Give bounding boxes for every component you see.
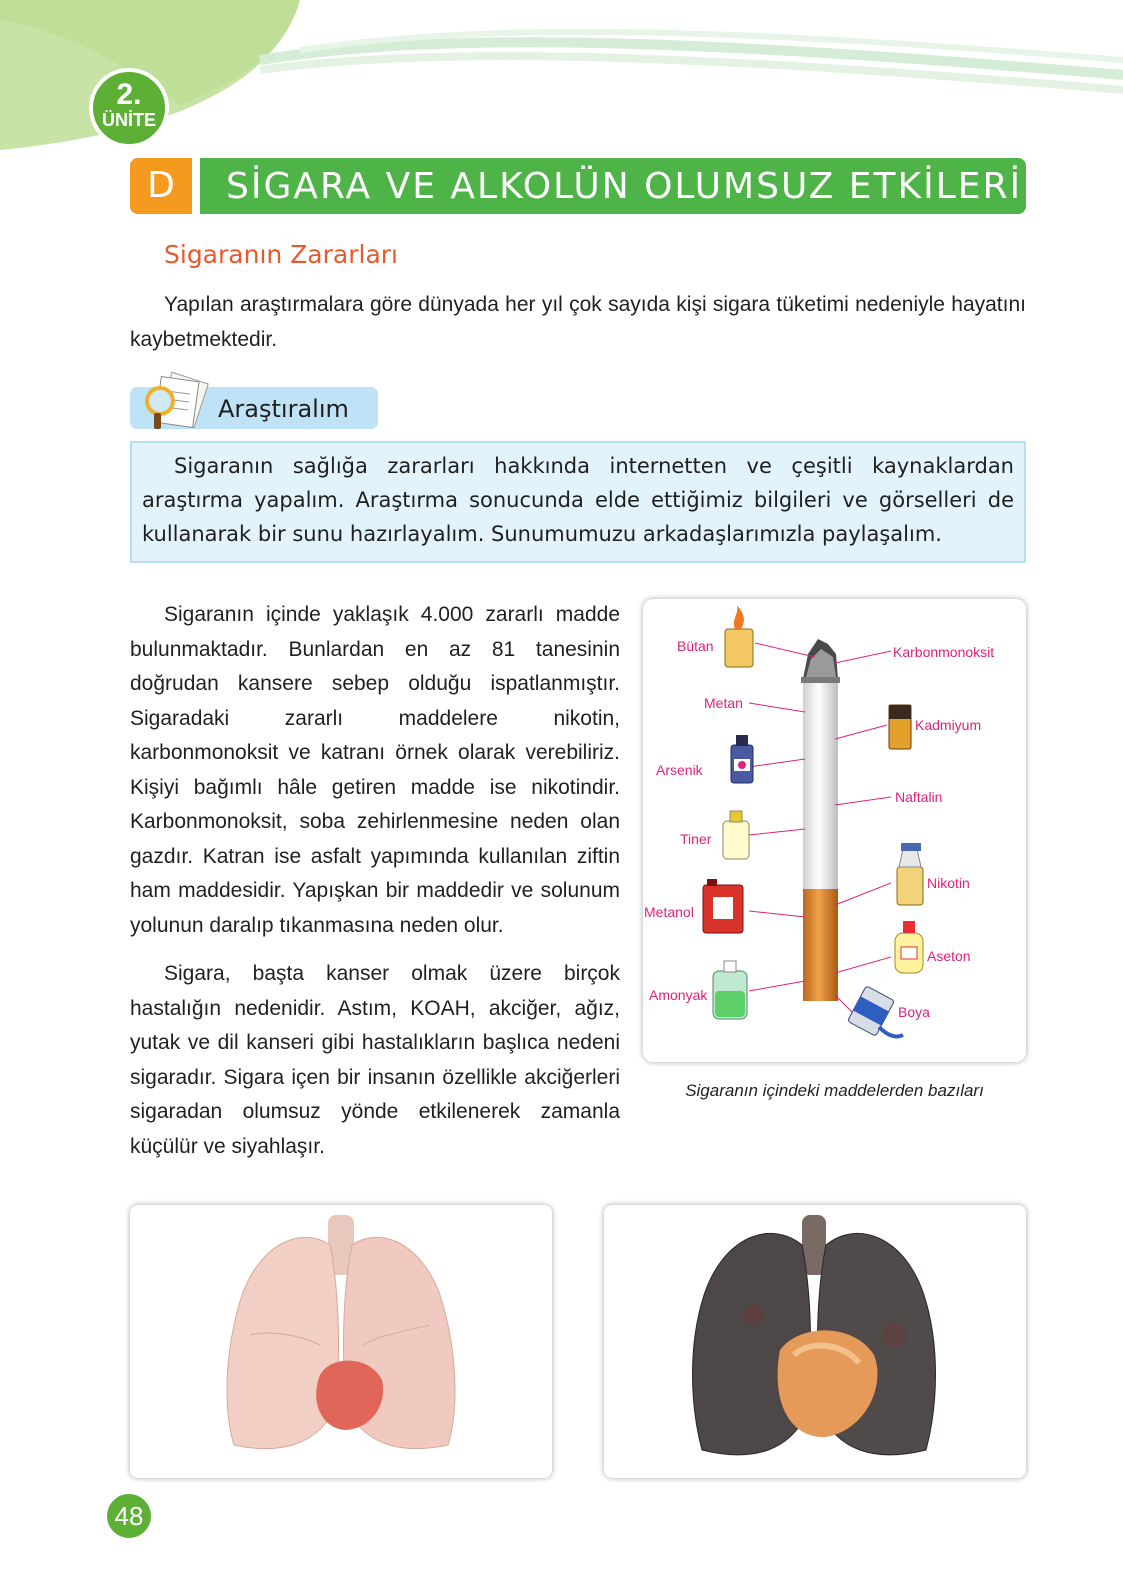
label-nikotin: Nikotin (927, 875, 970, 891)
label-kadmiyum: Kadmiyum (915, 717, 982, 733)
label-butan: Bütan (677, 638, 714, 654)
label-tiner: Tiner (680, 831, 712, 847)
label-naftalin: Naftalin (895, 789, 943, 805)
label-aseton: Aseton (927, 948, 971, 964)
label-arsenik: Arsenik (656, 762, 703, 778)
sub-heading: Sigaranın Zararları (164, 240, 398, 269)
unit-number: 2. (116, 78, 142, 111)
magnifier-document-icon (136, 369, 216, 431)
research-box (130, 441, 1026, 563)
figure-caption: Sigaranın içindeki maddelerden bazıları (685, 1081, 984, 1100)
smoker-lung-photo (604, 1205, 1026, 1478)
section-title: SİGARA VE ALKOLÜN OLUMSUZ ETKİLERİ (226, 166, 1023, 207)
section-title-bar (130, 158, 1026, 214)
label-amonyak: Amonyak (649, 987, 708, 1003)
healthy-lung-photo (130, 1205, 552, 1478)
label-boya: Boya (898, 1004, 930, 1020)
healthy-lung-image (130, 1205, 552, 1478)
smoker-lung-image (604, 1205, 1026, 1478)
research-label-text: Araştıralım (218, 395, 349, 423)
page-number: 48 (104, 1491, 154, 1541)
header-decoration (0, 0, 1123, 160)
label-metanol: Metanol (644, 904, 694, 920)
body-text (130, 598, 620, 1164)
section-letter: D (130, 158, 192, 214)
label-metan: Metan (704, 695, 743, 711)
label-karbonmonoksit: Karbonmonoksit (893, 644, 995, 660)
body-paragraph-2: Sigara, başta kanser olmak üzere birçok hastalığın nedenidir. Astım, KOAH, akciğer, ağız, yutak ve dil kanseri gibi hastalıkların başlıca nedeni sigaradır. Sigara içen bir insanın özellikle akciğerleri sigaradan olumsuz yönde etkilenerek zamanla küçülür ve siyahlaşır. (130, 962, 620, 1158)
unit-badge (89, 68, 169, 148)
unit-label: ÜNİTE (102, 110, 156, 130)
research-text: Sigaranın sağlığa zararları hakkında internetten ve çeşitli kaynaklardan araştırma yapalım. Araştırma sonucunda elde ettiğimiz bilgileri ve görselleri de kullanarak bir sunu hazırlayalım. Sunumumuzu arkadaşlarımızla paylaşalım. (142, 454, 1014, 546)
cigarette-figure (643, 599, 1026, 1062)
intro-paragraph (130, 288, 1026, 357)
research-label (130, 387, 378, 429)
body-paragraph-1: Sigaranın içinde yaklaşık 4.000 zararlı madde bulunmaktadır. Bunlardan en az 81 tanesinin doğrudan kansere sebep olduğu ispatlanmıştır. Sigaradaki zararlı maddelere nikotin, karbonmonoksit ve katranı örnek olarak verebiliriz. Kişiyi bağımlı hâle getiren madde ise nikotindir. Karbonmonoksit, soba zehirlenmesine neden olan gazdır. Katran ise asfalt yapımında kullanılan ziftin ham maddesidir. Yapışkan bir maddedir ve solunum yolunun daralıp tıkanmasına neden olur. (130, 603, 620, 937)
intro-text: Yapılan araştırmalara göre dünyada her yıl çok sayıda kişi sigara tüketimi nedeniyle hayatını kaybetmektedir. (130, 293, 1026, 351)
